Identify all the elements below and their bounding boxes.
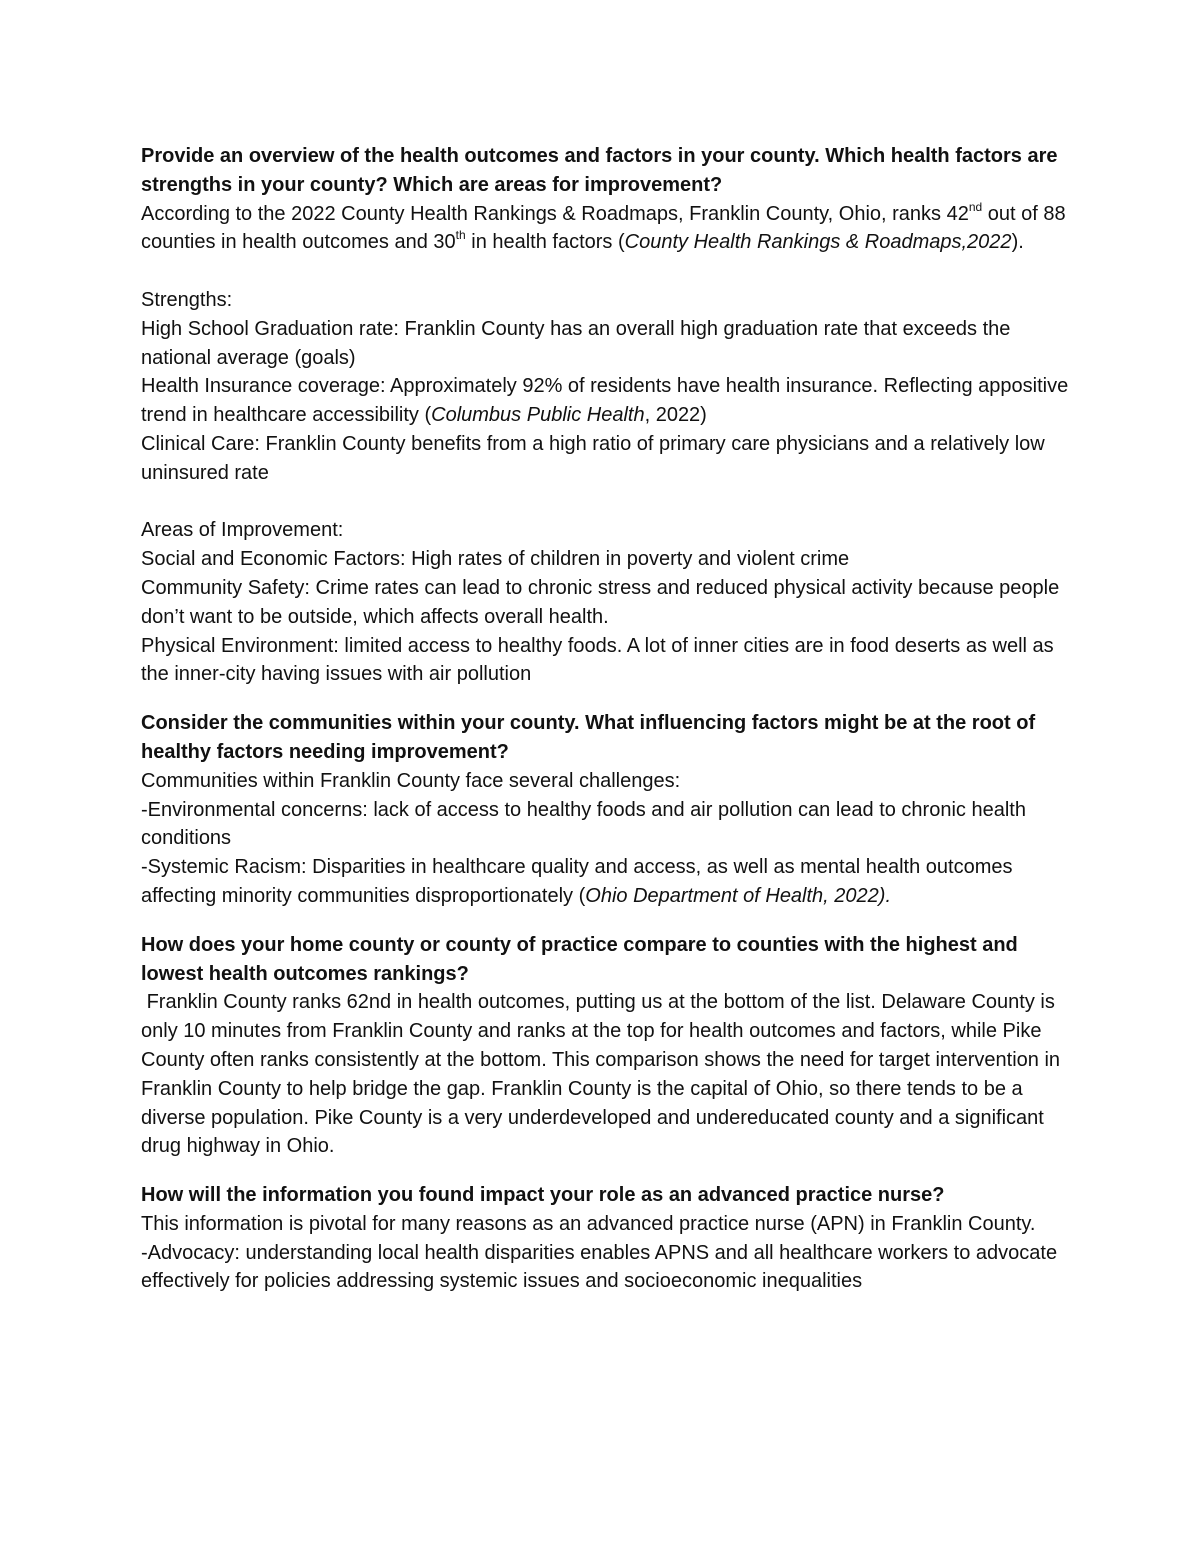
improvement-social-economic: Social and Economic Factors: High rates of children in poverty and violent crime <box>141 548 850 571</box>
strengths-label: Strengths: <box>141 288 233 311</box>
citation: Columbus Public Health <box>431 404 645 427</box>
question-influencing-factors: Consider the communities within your county. What influencing factors might be at the root of healthy factors needing improvement? <box>141 712 1036 763</box>
paragraph-communities: Communities within Franklin County face several challenges: <box>141 769 681 792</box>
item-environmental: -Environmental concerns: lack of access to healthy foods and air pollution can lead to chronic health conditions <box>141 798 1026 850</box>
improvement-label: Areas of Improvement: <box>141 519 344 542</box>
improvement-physical-environment: Physical Environment: limited access to healthy foods. A lot of inner cities are in food deserts as well as the inner-city having issues with air pollution <box>141 634 1054 686</box>
item-systemic-racism: -Systemic Racism: Disparities in healthcare quality and access, as well as mental health outcomes affecting minority communities disproportionately (Ohio Department of Health, 2022). <box>141 856 1013 907</box>
paragraph-county-ranking: According to the 2022 County Health Rankings & Roadmaps, Franklin County, Ohio, ranks 42nd out of 88 counties in health outcomes and 30th in health factors (County Health Rankings & Roadmaps,2022). <box>141 199 1066 254</box>
paragraph-comparison: Franklin County ranks 62nd in health outcomes, putting us at the bottom of the list. Delaware County is only 10 minutes from Franklin County and ranks at the top for health outcomes and factors, while Pike County often ranks consistently at the bottom. This comparison shows the need for target intervention in Franklin County to help bridge the gap. Franklin County is the capital of Ohio, so there tends to be a diverse population. Pike County is a very underdeveloped and undereducated county and a significant drug highway in Ohio. <box>141 991 1066 1158</box>
document-page <box>141 142 1071 1296</box>
question-apn-role: How will the information you found impact your role as an advanced practice nurse? <box>141 1184 945 1207</box>
item-advocacy: -Advocacy: understanding local health disparities enables APNS and all healthcare workers to advocate effectively for policies addressing systemic issues and socioeconomic inequalities <box>141 1241 1058 1293</box>
improvement-community-safety: Community Safety: Crime rates can lead to chronic stress and reduced physical activity because people don’t want to be outside, which affects overall health. <box>141 576 1060 628</box>
strength-clinical-care: Clinical Care: Franklin County benefits from a high ratio of primary care physicians and a relatively low uninsured rate <box>141 432 1045 484</box>
strength-insurance: Health Insurance coverage: Approximately 92% of residents have health insurance. Reflecting appositive trend in healthcare accessibility (Columbus Public Health, 2022) <box>141 375 1069 427</box>
question-health-overview: Provide an overview of the health outcomes and factors in your county. Which health factors are strengths in your county? Which are areas for improvement? <box>141 145 1058 196</box>
question-county-comparison: How does your home county or county of practice compare to counties with the highest and lowest health outcomes rankings? <box>141 933 1018 985</box>
citation: Ohio Department of Health, 2022). <box>585 884 892 907</box>
strength-graduation: High School Graduation rate: Franklin County has an overall high graduation rate that exceeds the national average (goals) <box>141 317 1011 369</box>
citation: County Health Rankings & Roadmaps,2022 <box>624 231 1012 254</box>
paragraph-apn: This information is pivotal for many reasons as an advanced practice nurse (APN) in Franklin County. <box>141 1212 1036 1235</box>
